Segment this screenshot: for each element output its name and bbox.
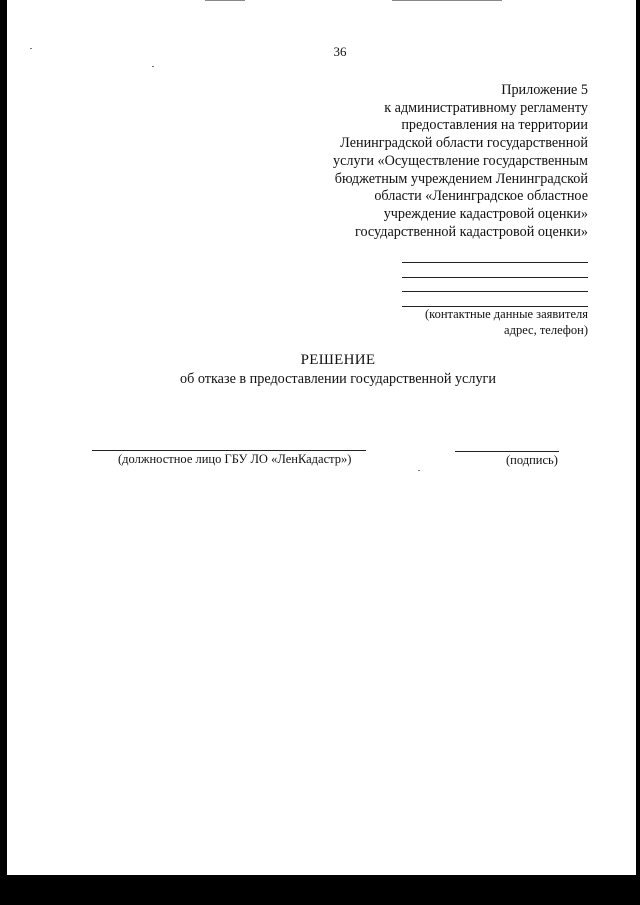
caption-line: (контактные данные заявителя <box>424 307 588 321</box>
appendix-line: предоставления на территории <box>401 117 588 134</box>
scan-artifact <box>205 0 245 1</box>
appendix-line: услуги «Осуществление государственным <box>333 152 588 169</box>
scan-speck <box>30 48 32 49</box>
appendix-line: области «Ленинградское областное <box>374 188 588 205</box>
applicant-fill-line <box>402 277 588 278</box>
appendix-line: Ленинградской области государственной <box>340 135 588 152</box>
page-number: 36 <box>333 44 347 59</box>
applicant-fill-line <box>402 291 588 292</box>
scan-border-right <box>636 0 640 905</box>
appendix-line: Приложение 5 <box>501 82 588 98</box>
scan-speck <box>418 470 420 471</box>
appendix-header <box>288 82 588 241</box>
signature-line <box>455 451 559 452</box>
appendix-line: к административному регламенту <box>384 99 588 116</box>
decision-subtitle: об отказе в предоставлении государственной услуги <box>180 371 496 387</box>
scan-speck <box>152 66 154 67</box>
scan-border-left <box>0 0 7 905</box>
appendix-line: бюджетным учреждением Ленинградской <box>334 170 588 187</box>
scan-artifact <box>392 0 502 1</box>
official-caption: (должностное лицо ГБУ ЛО «ЛенКадастр») <box>118 452 352 466</box>
applicant-contacts-caption <box>348 306 588 338</box>
caption-line: адрес, телефон) <box>504 323 588 337</box>
official-signature-line <box>92 450 366 451</box>
appendix-line: государственной кадастровой оценки» <box>355 223 588 240</box>
signature-caption: (подпись) <box>506 453 558 467</box>
applicant-fill-line <box>402 262 588 263</box>
scan-border-bottom <box>0 875 640 905</box>
decision-title: РЕШЕНИЕ <box>300 352 376 368</box>
appendix-line: учреждение кадастровой оценки» <box>383 205 588 222</box>
